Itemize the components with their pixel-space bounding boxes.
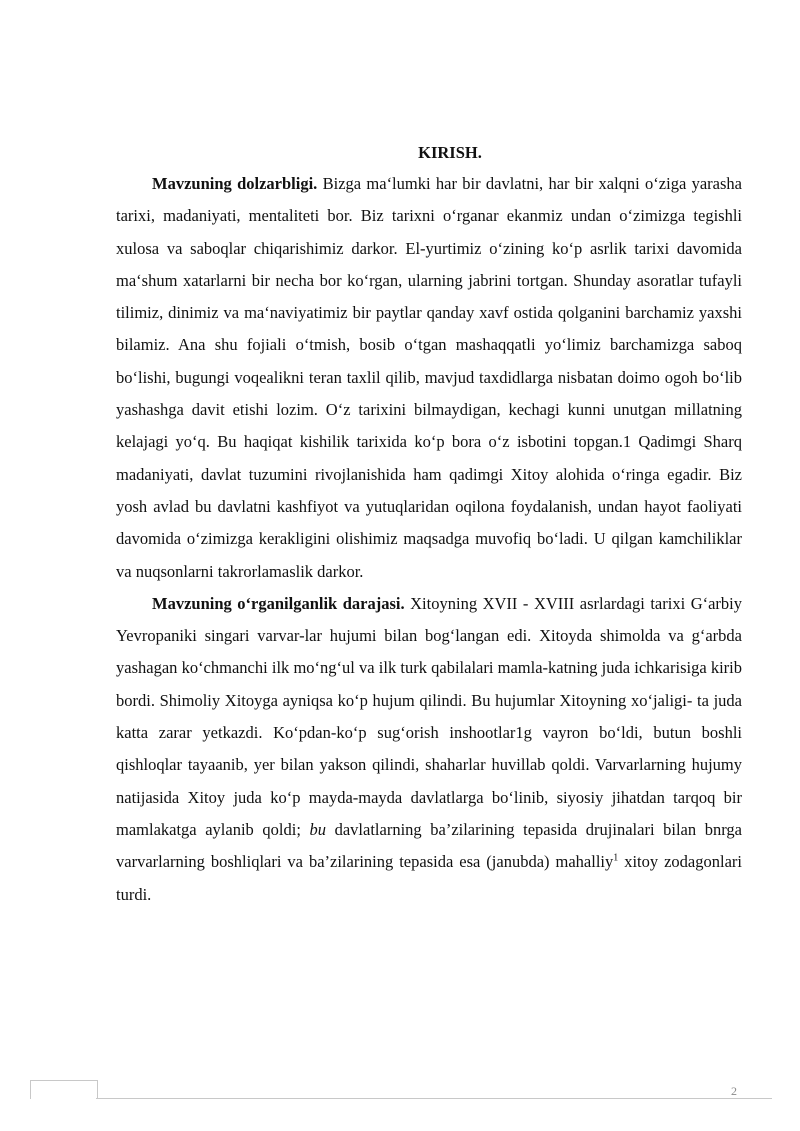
footer-divider	[96, 1098, 772, 1099]
italic-word: bu	[309, 819, 326, 839]
footnote-marker[interactable]: 1	[613, 852, 619, 864]
page-number: 2	[731, 1084, 737, 1098]
paragraph-text: Xitoyning XVII - XVIII asrlardagi tarixi G‘arbiy Yevropaniki singari varvar-lar hujumi bilan bog‘langan edi. Xitoyda shimolda va g‘arbda yashagan ko‘chmanchi ilk mo‘ng‘ul va ilk turk qabilalari mamla-katning juda ichkarisiga kirib bordi. Shimoliy Xitoyga ayniqsa ko‘p hujum qilindi. Bu hujumlar Xitoyning xo‘jaligi- ta juda katta zarar yetkazdi. Ko‘pdan-ko‘p sug‘orish inshootlar1g vayron bo‘ldi, butun boshli qishloqlar tayaanib, yer bilan yakson qilindi, shaharlar huvillab qoldi. Varvarlarning hujumy natijasida Xitoy juda ko‘p mayda-mayda davlatlarga bo‘linib, siyosiy jihatdan tarqoq bir mamlakatga aylanib qoldi;	[116, 593, 743, 839]
paragraph-study-level	[116, 588, 742, 911]
paragraph-text: Bizga ma‘lumki har bir davlatni, har bir xalqni o‘ziga yarasha tarixi, madaniyati, mentaliteti bor. Biz tarixni o‘rganar ekanmiz undan o‘zimizga tegishli xulosa va saboqlar chiqarishimiz darkor. El-yurtimiz o‘zining ko‘p asrlik tarixi davomida ma‘shum xatarlarni bir necha bor ko‘rgan, ularning jabrini tortgan. Shunday asoratlar tufayli tilimiz, dinimiz va ma‘naviyatimiz bir paytlar qanday xavf ostida qolganini barchamiz yaxshi bilamiz. Ana shu fojiali o‘tmish, bosib o‘tgan mashaqqatli yo‘limiz barchamizga saboq bo‘lishi, bugungi voqealikni teran taxlil qilib, mavjud taxdidlarga nisbatan doimo ogoh bo‘lib yashashga davit etishi lozim. O‘z tarixini bilmaydigan, kechagi kunni unutgan millatning kelajagi yo‘q. Bu haqiqat kishilik tarixida ko‘p bora o‘z isbotini topgan.1 Qadimgi Sharq madaniyati, davlat tuzumini rivojlanishida ham qadimgi Xitoy alohida o‘ringa egadir. Biz yosh avlad bu davlatni kashfiyot va yutuqlaridan oqilona foydalanish, undan hayot faoliyati davomida o‘zimizga kerakligini olishimiz maqsadga muvofiq bo‘ladi. U qilgan kamchiliklar va nuqsonlarni takrorlamaslik darkor.	[116, 174, 742, 581]
section-heading-relevance: Mavzuning dolzarbligi.	[152, 174, 318, 193]
document-body	[116, 168, 742, 911]
document-title: KIRISH.	[418, 143, 482, 162]
paragraph-relevance	[116, 168, 742, 588]
section-heading-study-level: Mavzuning o‘rganilganlik darajasi.	[152, 593, 405, 613]
footer-tab	[30, 1080, 98, 1099]
paragraph-text: davlatlarning ba’zilarining tepasida drujinalari bilan bnrga varvarlarning boshliqlari va ba’zilarining tepasida esa (janubda) mahalliy	[116, 819, 742, 872]
paragraph-text: xitoy zodagonlari turdi.	[116, 852, 742, 904]
